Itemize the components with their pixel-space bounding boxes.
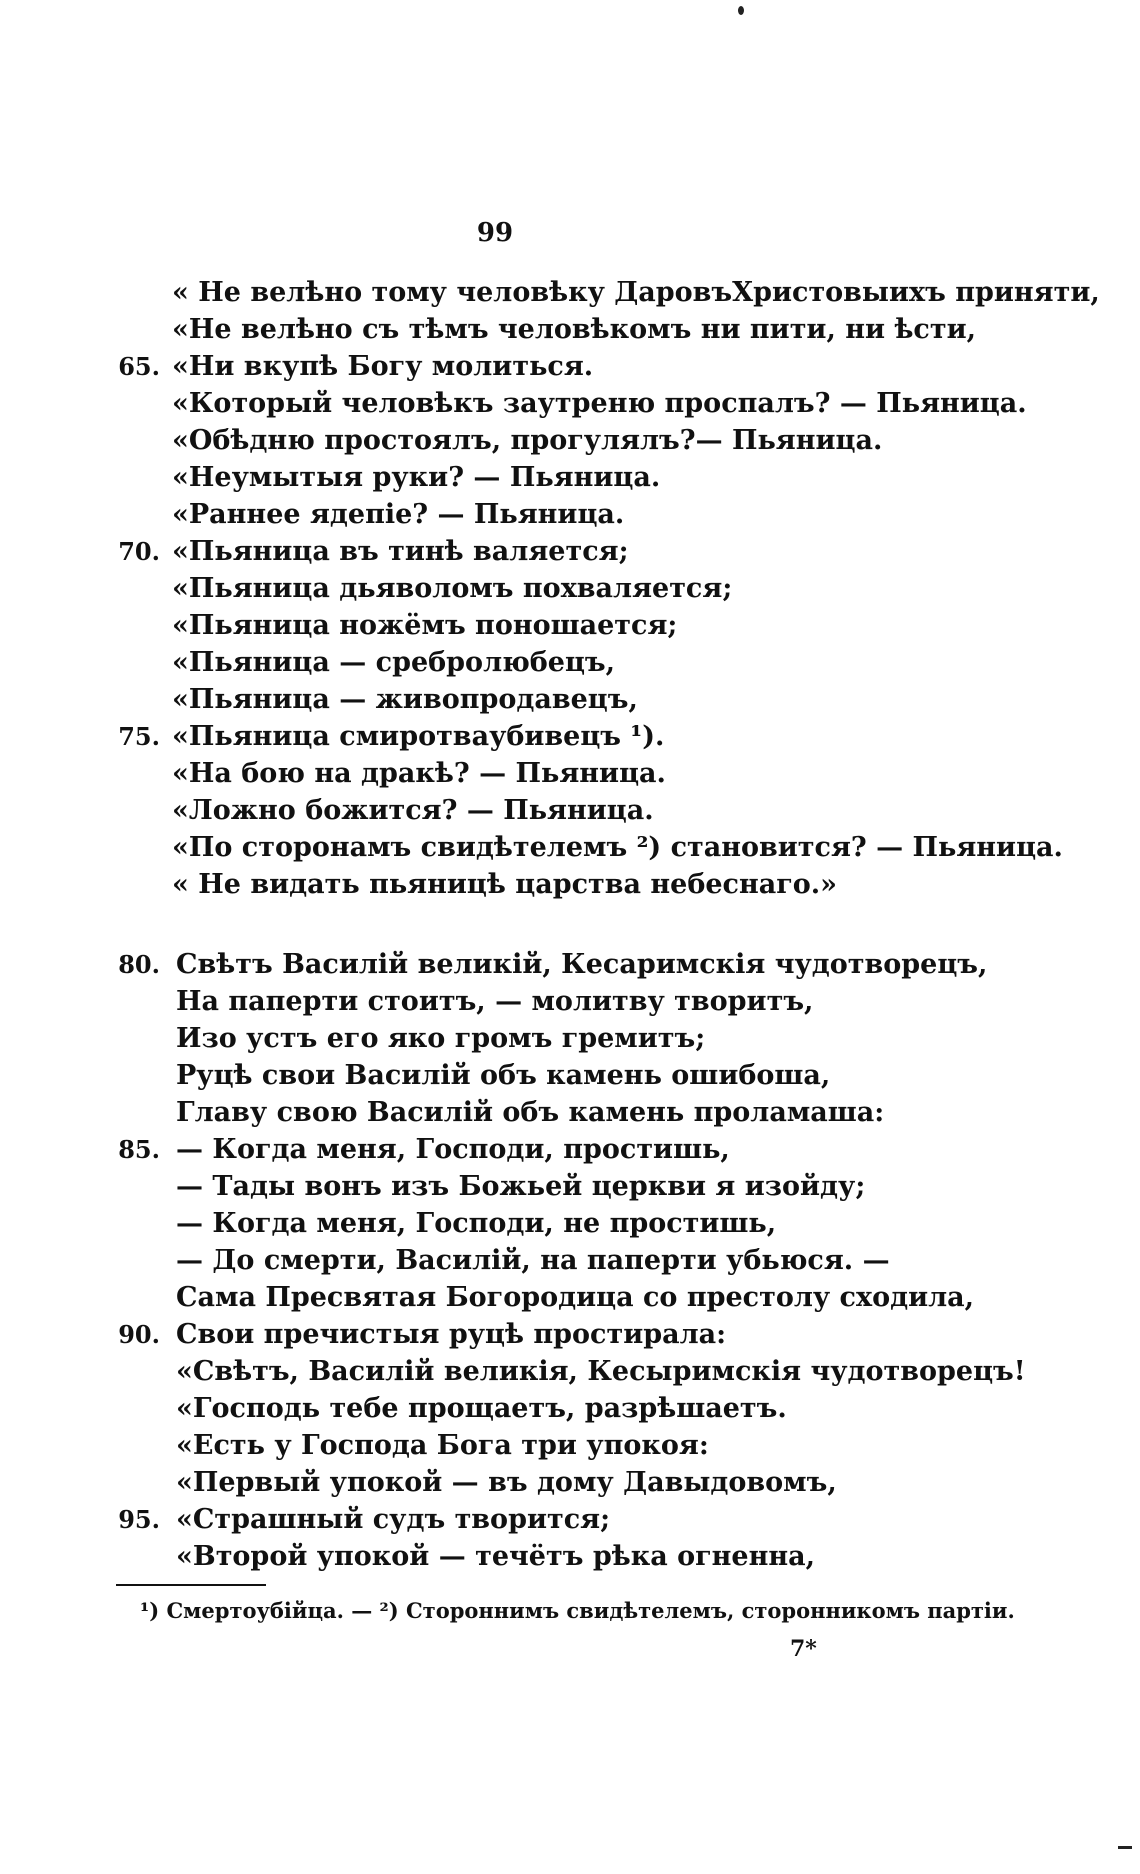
verse-text: «Пьяница ножёмъ поношается; (172, 610, 678, 641)
verse-text: «На бою на дракѣ? — Пьяница. (172, 758, 666, 789)
line-number: 65. (118, 352, 160, 381)
verse-line (0, 348, 1140, 385)
verse-line (0, 718, 1140, 755)
verse-text: «Неумытыя руки? — Пьяница. (172, 462, 661, 493)
verse-text: Изо устъ его яко громъ гремитъ; (176, 1023, 706, 1054)
verse-text: «Ни вкупѣ Богу молиться. (172, 351, 594, 382)
verse-line (0, 1242, 1140, 1279)
verse-line (0, 311, 1140, 348)
verse-line (0, 983, 1140, 1020)
scan-speck (738, 6, 744, 15)
verse-text: «Пьяница смиротвaубивецъ ¹). (172, 721, 665, 752)
verse-line (0, 1316, 1140, 1353)
verse-line (0, 385, 1140, 422)
verse-line (0, 1131, 1140, 1168)
verse-line (0, 459, 1140, 496)
verse-line (0, 681, 1140, 718)
verse-text: «Раннее ядепіе? — Пьяница. (172, 499, 625, 530)
verse-text: — До смерти, Василій, на паперти убьюся. — (176, 1245, 890, 1276)
verse-text: «Первый упокой — въ дому Давыдовомъ, (176, 1467, 837, 1498)
verse-text: — Тады вонъ изъ Божьей церкви я изойду; (176, 1171, 866, 1202)
verse-line (0, 644, 1140, 681)
verse-text: Руцѣ свои Василій объ камень ошибоша, (176, 1060, 831, 1091)
verse-line (0, 570, 1140, 607)
line-number: 90. (118, 1320, 160, 1349)
verse-line (0, 1464, 1140, 1501)
verse-text: «Не велѣно съ тѣмъ человѣкомъ ни пити, ни ѣсти, (172, 314, 977, 345)
line-number: 70. (118, 537, 160, 566)
verse-line (0, 792, 1140, 829)
verse-text: «Обѣдню простоялъ, прогулялъ?— Пьяница. (172, 425, 883, 456)
verse-text: — Когда меня, Господи, простишь, (176, 1134, 730, 1165)
line-number: 80. (118, 950, 160, 979)
verse-line (0, 1353, 1140, 1390)
verse-line (0, 1501, 1140, 1538)
verse-line (0, 866, 1140, 903)
verse-line (0, 533, 1140, 570)
page-number: 99 (476, 218, 514, 248)
scan-speck (1118, 1846, 1132, 1849)
verse-text: Сама Пресвятая Богородица со престолу сходила, (176, 1282, 975, 1313)
verse-text: «Второй упокой — течётъ рѣка огненна, (176, 1541, 815, 1572)
verse-line (0, 1279, 1140, 1316)
verse-line (0, 1020, 1140, 1057)
verse-line (0, 829, 1140, 866)
verse-text: «Есть у Господа Бога три упокоя: (176, 1430, 709, 1461)
verse-text: Свои пречистыя руцѣ простирала: (176, 1319, 727, 1350)
verse-line (0, 946, 1140, 983)
verse-line (0, 496, 1140, 533)
verse-line (0, 1094, 1140, 1131)
printer-signature-mark: 7* (790, 1636, 817, 1662)
verse-text: На паперти стоитъ, — молитву творитъ, (176, 986, 814, 1017)
footnotes: ¹) Смертоубійца. — ²) Стороннимъ свидѣтелемъ, сторонникомъ партіи. (140, 1598, 1015, 1623)
verse-line (0, 1538, 1140, 1575)
verse-line (0, 422, 1140, 459)
verse-text: «Господь тебе прощаетъ, разрѣшаетъ. (176, 1393, 787, 1424)
verse-text: « Не велѣно тому человѣку ДаровъХристовыихъ приняти, (172, 277, 1100, 308)
verse-line (0, 607, 1140, 644)
verse-text: «Который человѣкъ заутреню проспалъ? — Пьяница. (172, 388, 1027, 419)
verse-text: «По сторонамъ свидѣтелемъ ²) становится? — Пьяница. (172, 832, 1063, 863)
verse-text: «Пьяница — живопродавецъ, (172, 684, 638, 715)
verse-line (0, 274, 1140, 311)
line-number: 95. (118, 1505, 160, 1534)
poem-text (0, 274, 1140, 1575)
verse-text: — Когда меня, Господи, не простишь, (176, 1208, 777, 1239)
verse-text: «Пьяница дьяволомъ похваляется; (172, 573, 733, 604)
line-number: 85. (118, 1135, 160, 1164)
verse-text: « Не видать пьяницѣ царства небеснаго.» (172, 869, 838, 900)
verse-text: Главу свою Василій объ камень проламаша: (176, 1097, 885, 1128)
verse-text: «Пьяница — сребролюбецъ, (172, 647, 616, 678)
verse-text: «Страшный судъ творится; (176, 1504, 611, 1535)
verse-text: «Ложно божится? — Пьяница. (172, 795, 654, 826)
verse-line (0, 1205, 1140, 1242)
verse-line (0, 1057, 1140, 1094)
verse-text: Свѣтъ Василій великій, Кесаримскія чудотворецъ, (176, 949, 988, 980)
footnote-divider (116, 1584, 266, 1586)
line-number: 75. (118, 722, 160, 751)
verse-line (0, 755, 1140, 792)
verse-text: «Свѣтъ, Василій великія, Кесыримскія чудотворецъ! (176, 1356, 1026, 1387)
verse-line (0, 1168, 1140, 1205)
verse-line (0, 1427, 1140, 1464)
verse-text: «Пьяница въ тинѣ валяется; (172, 536, 629, 567)
verse-line (0, 1390, 1140, 1427)
